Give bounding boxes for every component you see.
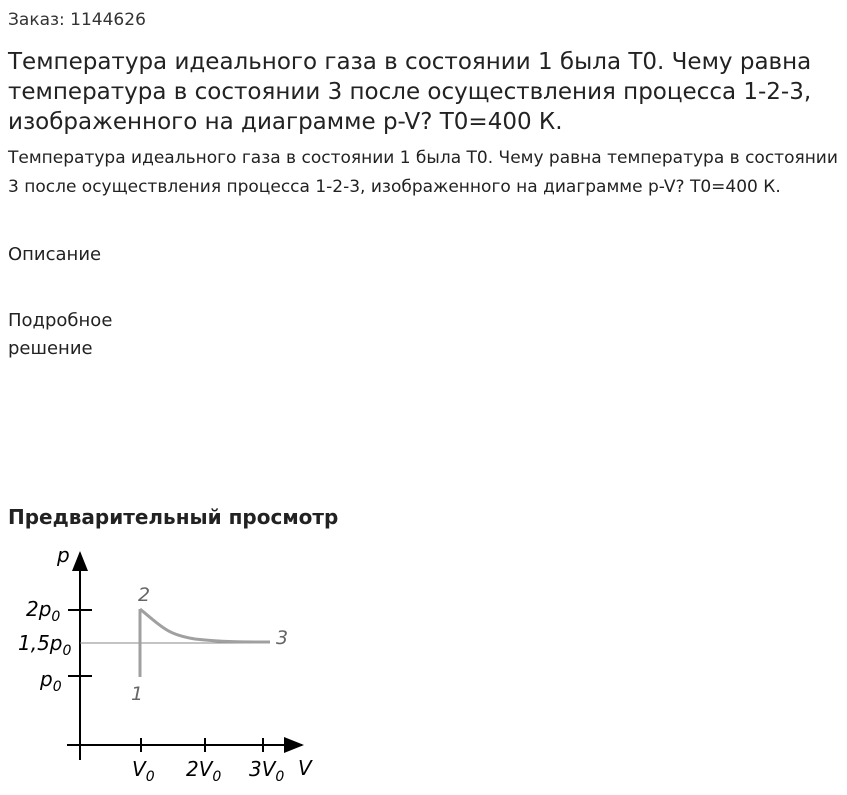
process-2-3 [140, 609, 270, 642]
state-label-1: 1 [131, 683, 144, 705]
label-3v0: $3V_0$ [249, 757, 285, 785]
detailed-solution-label [8, 307, 158, 363]
v-axis-label: V [298, 756, 312, 780]
state-label-3: 3 [276, 627, 289, 649]
solution-label-line1: Подробное [8, 310, 113, 331]
solution-label-line2: решение [8, 338, 93, 359]
order-number: Заказ: 1144626 [8, 10, 146, 30]
label-2p0: $2p_0$ [26, 597, 61, 625]
preview-heading: Предварительный просмотр [8, 505, 339, 529]
pv-diagram [0, 535, 340, 790]
description-label: Описание [8, 244, 102, 265]
label-2v0: $2V_0$ [186, 757, 222, 785]
task-title: Температура идеального газа в состоянии 1 была T0. Чему равна температура в состоянии 3 после осуществления процесса 1-2-3, изображенного на диаграмме p-V? T0=400 К. [8, 49, 812, 135]
state-label-2: 2 [138, 584, 151, 606]
p-axis-label: p [57, 543, 70, 567]
label-p0: $p_0$ [40, 667, 62, 695]
label-1-5p0: $1,5p_0$ [18, 631, 72, 659]
task-description: Температура идеального газа в состоянии 1 была T0. Чему равна температура в состоянии 3 после осуществления процесса 1-2-3, изображенного на диаграмме p-V? T0=400 К. [8, 148, 838, 197]
label-v0: $V_0$ [132, 757, 155, 785]
